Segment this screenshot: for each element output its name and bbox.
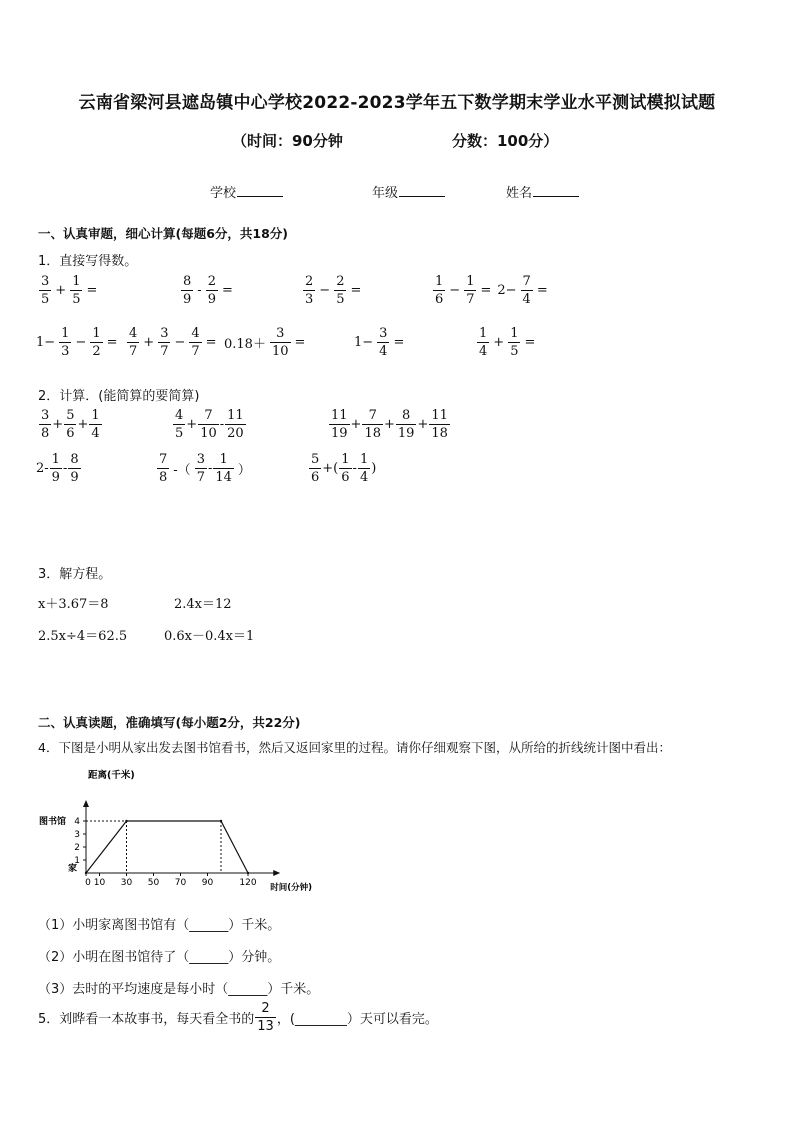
q5-fraction: $\frac{2}{13}$ bbox=[257, 1001, 274, 1034]
y-tick-label: 4 bbox=[74, 817, 80, 827]
q4-sub3: （3）去时的平均速度是每小时（______）千米。 bbox=[38, 982, 320, 997]
y-tick-label: 3 bbox=[74, 830, 80, 840]
q2-expr-6: $\frac{5}{6}$ +( $\frac{1}{6}$ - $\frac{1}{4}$ ) bbox=[311, 452, 377, 485]
q4-sub2: （2）小明在图书馆待了（______）分钟。 bbox=[38, 950, 281, 965]
q1-expr-3: $\frac{2}{3}$ − $\frac{2}{5}$ = bbox=[305, 274, 362, 307]
school-blank[interactable] bbox=[237, 184, 283, 197]
data-point bbox=[85, 872, 87, 874]
x-tick-label: 70 bbox=[174, 878, 187, 888]
page-title: 云南省梁河县遮岛镇中心学校2022-2023学年五下数学期末学业水平测试模拟试题 bbox=[78, 93, 716, 113]
q4-sub1: （1）小明家离图书馆有（______）千米。 bbox=[38, 918, 281, 933]
school-field[interactable] bbox=[210, 182, 283, 201]
data-point bbox=[220, 820, 222, 822]
exam-score: 分数：100分） bbox=[452, 132, 559, 150]
q2-expr-5: $\frac{7}{8}$ -（ $\frac{3}{7}$ - $\frac{1}{14}$ ） bbox=[159, 452, 251, 485]
q1-expr-4: $\frac{1}{6}$ − $\frac{1}{7}$ = 2− $\frac{7}{4}$ = bbox=[435, 274, 548, 307]
x-tick-label: 120 bbox=[239, 878, 257, 888]
q2-expr-1: $\frac{3}{8}$ + $\frac{5}{6}$ + $\frac{1}{4}$ bbox=[41, 408, 100, 441]
name-blank[interactable] bbox=[533, 184, 579, 197]
exam-time: （时间：90分钟 bbox=[232, 132, 343, 150]
q5 bbox=[38, 1002, 438, 1033]
y-axis-arrow bbox=[83, 800, 89, 807]
q2-expr-3: $\frac{11}{19}$ + $\frac{7}{18}$ + $\frac{8}{19}$ + $\frac{11}{18}$ bbox=[331, 408, 448, 441]
x-tick-label: 50 bbox=[147, 878, 160, 888]
q1-label: 1．直接写得数。 bbox=[38, 254, 138, 269]
y-annotation-library: 图书馆 bbox=[38, 817, 66, 827]
q1-expr-2: $\frac{8}{9}$ - $\frac{2}{9}$ = bbox=[183, 274, 233, 307]
school-label: 学校 bbox=[210, 186, 237, 201]
q5-suffix: ，(________）天可以看完。 bbox=[276, 1012, 438, 1027]
q2-label: 2．计算．(能简算的要简算) bbox=[38, 389, 200, 404]
q4-label: 4．下图是小明从家出发去图书馆看书，然后又返回家里的过程。请你仔细观察下图，从所给的折线统计图中看出： bbox=[38, 740, 671, 755]
x-tick-label: 30 bbox=[120, 878, 133, 888]
grade-field[interactable] bbox=[372, 182, 445, 201]
data-point bbox=[125, 820, 127, 822]
q1-expr-9: 1− $\frac{3}{4}$ = bbox=[354, 326, 405, 359]
x-axis-arrow bbox=[273, 870, 280, 876]
section2-heading: 二、认真读题，准确填写(每小题2分，共22分) bbox=[38, 715, 301, 730]
name-field[interactable] bbox=[506, 182, 579, 201]
distance-time-chart bbox=[38, 765, 328, 900]
q1-expr-10: $\frac{1}{4}$ + $\frac{1}{5}$ = bbox=[479, 326, 536, 359]
y-annotation-home: 家 bbox=[67, 864, 77, 874]
q1-expr-1: $\frac{3}{5}$ + $\frac{1}{5}$ = bbox=[41, 274, 98, 307]
equation-3: 2.5x÷4＝62.5 bbox=[38, 629, 128, 644]
q1-expr-6: 1− $\frac{1}{3}$ − $\frac{1}{2}$ = bbox=[36, 326, 118, 359]
distance-line bbox=[86, 821, 248, 873]
q2-expr-4: 2- $\frac{1}{9}$ - $\frac{8}{9}$ bbox=[36, 452, 79, 485]
data-point bbox=[247, 872, 249, 874]
x-tick-label: 90 bbox=[201, 878, 214, 888]
q3-label: 3．解方程。 bbox=[38, 567, 112, 582]
x-tick-label: 10 bbox=[93, 878, 106, 888]
q2-expr-2: $\frac{4}{5}$ + $\frac{7}{10}$ - $\frac{11}{20}$ bbox=[175, 408, 244, 441]
q1-expr-8: 0.18＋ $\frac{3}{10}$ = bbox=[224, 326, 306, 359]
x-tick-label: 0 bbox=[85, 878, 91, 888]
grade-blank[interactable] bbox=[399, 184, 445, 197]
equation-4: 0.6x－0.4x＝1 bbox=[164, 629, 255, 644]
name-label: 姓名 bbox=[506, 186, 533, 201]
q5-prefix: 5．刘晔看一本故事书，每天看全书的 bbox=[38, 1012, 255, 1027]
section1-heading: 一、认真审题，细心计算(每题6分，共18分) bbox=[38, 226, 289, 241]
x-axis-label: 时间(分钟) bbox=[270, 883, 313, 893]
y-tick-label: 2 bbox=[74, 843, 80, 853]
y-tick-label: 1 bbox=[74, 856, 80, 866]
q1-expr-7: $\frac{4}{7}$ + $\frac{3}{7}$ − $\frac{4}{7}$ = bbox=[129, 326, 217, 359]
grade-label: 年级 bbox=[372, 186, 399, 201]
y-axis-label: 距离(千米) bbox=[88, 770, 135, 781]
equation-1: x＋3.67＝8 bbox=[38, 597, 109, 612]
equation-2: 2.4x＝12 bbox=[174, 597, 232, 612]
